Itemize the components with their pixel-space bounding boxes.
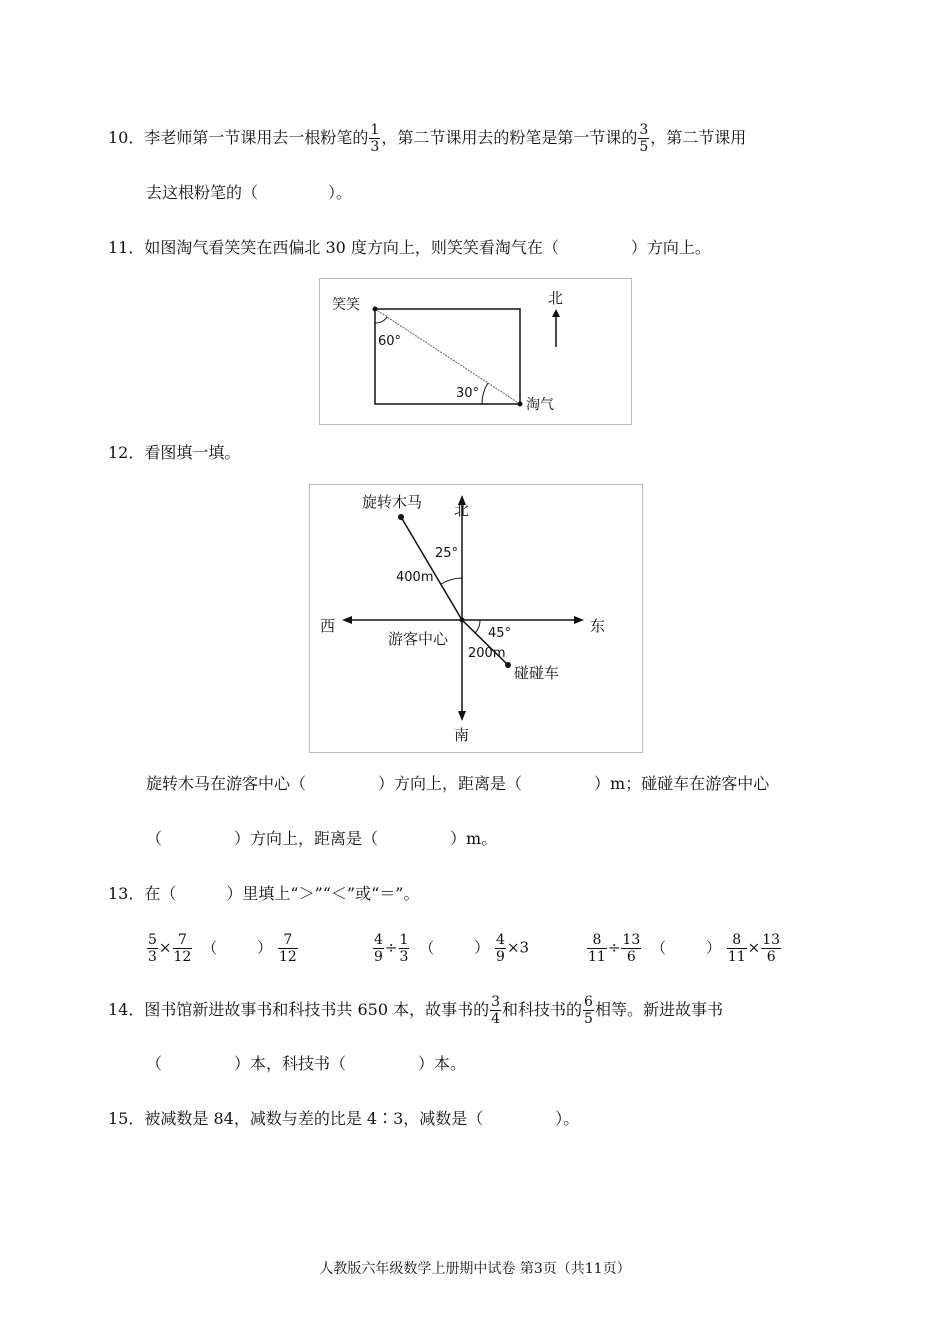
q12-arc-45	[475, 620, 480, 633]
q12-south-label: 南	[454, 726, 470, 744]
q12-text: 看图填一填。	[144, 443, 241, 462]
q11-figure	[319, 278, 632, 425]
q15-text-a: 被减数是 84，减数与差的比是 4∶3，减数是（	[144, 1109, 484, 1128]
q13-e1-f3: $\frac{7}{12}$	[278, 932, 297, 965]
q11-line	[108, 238, 711, 258]
q13-text-b: ）里填上“＞”“＜”或“＝”。	[226, 884, 420, 903]
q10-line2	[146, 183, 352, 203]
q12-number: 12．	[108, 443, 145, 462]
q13-e3-op: ÷	[607, 938, 621, 957]
q13-expression-3	[586, 932, 782, 965]
q13-e3-f1: $\frac{8}{11}$	[588, 932, 606, 965]
q13-e3-f2: $\frac{13}{6}$	[622, 932, 641, 965]
q12-west-arrowhead	[342, 616, 352, 624]
q10-text-b: ，第二节课用去的粉笔是第一节课的	[381, 128, 638, 147]
q11-xiaoxiao-point	[373, 307, 378, 312]
q12-angle-45: 45°	[488, 626, 512, 641]
q13-e2-f3: $\frac{4}{9}$	[496, 932, 505, 965]
q12-line1-text-c: ）m；碰碰车在游客中心	[594, 774, 770, 793]
q11-angle-30: 30°	[456, 386, 480, 401]
q11-taoqi-point	[518, 402, 523, 407]
q13-e1-op: ×	[158, 938, 172, 957]
q13-expression-2	[372, 932, 529, 965]
q10-text-c: ，第二节课用	[650, 128, 747, 147]
q10-line2-end: ）。	[328, 183, 353, 202]
q12-angle-25: 25°	[435, 546, 459, 561]
q11-text-b: ）方向上。	[630, 238, 711, 257]
q14-line2	[146, 1054, 466, 1074]
q12-carousel-point	[398, 514, 404, 520]
q14-line1	[108, 994, 723, 1027]
q12-center-label: 游客中心	[388, 630, 449, 648]
q12-line	[108, 443, 240, 463]
q11-xiaoxiao-label: 笑笑	[332, 297, 360, 313]
q11-north-arrowhead	[552, 309, 560, 317]
q12-distance-200: 200m	[468, 646, 506, 661]
q13-e3-paren-left: （	[651, 938, 667, 957]
q10-text-a: 李老师第一节课用去一根粉笔的	[144, 128, 369, 147]
q13-e3-f3: $\frac{8}{11}$	[727, 932, 746, 965]
q14-fraction-1: $\frac{3}{4}$	[491, 994, 501, 1027]
q10-line2-text: 去这根粉笔的（	[146, 183, 259, 202]
q13-e1-f2: $\frac{7}{12}$	[173, 932, 192, 965]
q13-e1-paren-left: （	[202, 938, 218, 957]
q10-fraction-2: $\frac{3}{5}$	[639, 122, 649, 155]
q13-e2-f2: $\frac{1}{3}$	[399, 932, 409, 965]
q12-line1-text-b: ）方向上，距离是（	[378, 774, 523, 793]
q15-text-b: ）。	[555, 1109, 580, 1128]
q13-e2-paren-left: （	[419, 938, 435, 957]
q11-arc-60	[375, 317, 387, 323]
q13-e2-paren-right: ）	[474, 938, 490, 957]
q13-line	[108, 884, 419, 904]
q12-answer-line2	[146, 829, 497, 849]
q14-line2-text-c: ）本。	[418, 1054, 467, 1073]
q12-center-point	[460, 618, 465, 623]
q10-number: 10．	[108, 128, 145, 147]
q11-number: 11．	[108, 238, 145, 257]
q12-south-arrowhead	[458, 711, 466, 721]
q12-north-label: 北	[454, 501, 470, 519]
q10-line1	[108, 122, 746, 155]
q12-east-arrowhead	[574, 616, 584, 624]
q12-bumper-label: 碰碰车	[514, 664, 560, 682]
q12-figure	[309, 484, 643, 753]
q12-distance-400: 400m	[396, 570, 434, 585]
q12-line2-text-c: ）m。	[450, 829, 498, 848]
q11-north-label: 北	[548, 289, 564, 307]
q13-expression-1	[146, 932, 299, 965]
q12-answer-line1	[146, 774, 769, 794]
q12-bumper-point	[505, 662, 511, 668]
q11-taoqi-label: 淘气	[526, 397, 554, 413]
q13-e2-op: ÷	[384, 938, 398, 957]
q13-number: 13．	[108, 884, 145, 903]
q15-line	[108, 1109, 579, 1129]
q13-e3-paren-right: ）	[706, 938, 722, 957]
q13-e1-f1: $\frac{5}{3}$	[148, 932, 157, 965]
q10-fraction-1: $\frac{1}{3}$	[370, 122, 380, 155]
q12-line2-text-b: ）方向上，距离是（	[234, 829, 379, 848]
q13-e3-f4: $\frac{13}{6}$	[762, 932, 781, 965]
q12-west-label: 西	[320, 617, 336, 635]
q14-text-b: 和科技书的	[502, 1000, 583, 1019]
q13-e2-f1: $\frac{4}{9}$	[374, 932, 383, 965]
q12-carousel-ray	[401, 517, 462, 620]
q11-diagonal	[375, 309, 520, 404]
q13-e2-tail: ×3	[506, 938, 530, 957]
q11-angle-60: 60°	[378, 334, 402, 349]
q14-text-c: 相等。新进故事书	[594, 1000, 723, 1019]
q14-number: 14．	[108, 1000, 145, 1019]
q14-line2-text-a: （	[146, 1054, 163, 1073]
q11-text-a: 如图淘气看笑笑在西偏北 30 度方向上，则笑笑看淘气在（	[144, 238, 559, 257]
q12-line2-text-a: （	[146, 829, 163, 848]
q11-arc-30	[482, 383, 488, 404]
q14-text-a: 图书馆新进故事书和科技书共 650 本，故事书的	[144, 1000, 490, 1019]
q13-e3-op2: ×	[747, 938, 761, 957]
q12-east-label: 东	[590, 617, 606, 635]
q13-e1-paren-right: ）	[257, 938, 273, 957]
page-footer: 人教版六年级数学上册期中试卷 第3页（共11页）	[319, 1261, 631, 1277]
q14-fraction-2: $\frac{6}{5}$	[584, 994, 593, 1027]
q13-text-a: 在（	[144, 884, 177, 903]
q15-number: 15．	[108, 1109, 145, 1128]
q14-line2-text-b: ）本，科技书（	[234, 1054, 347, 1073]
q12-arc-25	[441, 578, 462, 584]
q12-carousel-label: 旋转木马	[362, 493, 423, 511]
q12-line1-text-a: 旋转木马在游客中心（	[146, 774, 307, 793]
